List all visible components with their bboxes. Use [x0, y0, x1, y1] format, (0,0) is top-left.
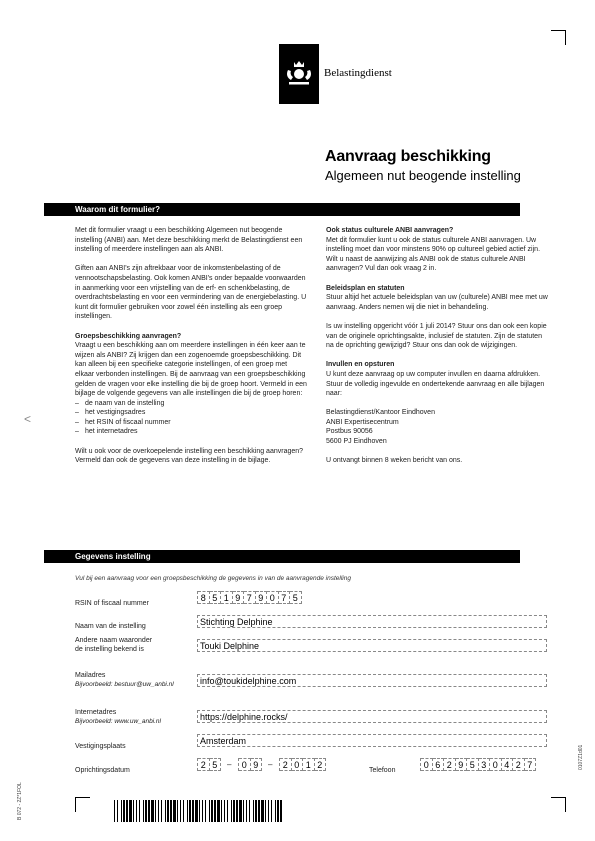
- date-digit[interactable]: 2: [198, 758, 210, 771]
- barcode-bar: [133, 800, 134, 822]
- phone-digit[interactable]: 0: [490, 758, 502, 771]
- barcode-bar: [231, 800, 232, 822]
- telefoon-field[interactable]: [420, 758, 536, 771]
- group-data-list: [75, 399, 307, 437]
- barcode-bar: [268, 800, 269, 822]
- barcode-bar: [192, 800, 194, 822]
- mailadres-field[interactable]: info@toukidelphine.com: [197, 674, 547, 687]
- barcode-bar: [161, 800, 162, 822]
- mailing-address: [326, 408, 548, 446]
- paragraph: Met dit formulier vraagt u een beschikking Algemeen nut beogende instelling (ANBI) aan. Met deze beschikking merkt de Belastingdienst een instelling of meerdere instellingen aan als ANBI.: [75, 227, 303, 254]
- barcode-bar: [183, 800, 184, 822]
- phone-digit[interactable]: 4: [502, 758, 514, 771]
- oprichtingsdatum-label: Oprichtingsdatum: [75, 767, 130, 774]
- barcode-bar: [271, 800, 272, 822]
- paragraph: Is uw instelling opgericht vóór 1 juli 2014? Stuur ons dan ook een kopie van de originele oprichtingsakte, inclusief de statuten. Zijn de statuten na de oprichting gewijzigd? Stuur ons dan ook de wijzigingen.: [326, 322, 547, 350]
- naam-label: Naam van de instelling: [75, 623, 146, 630]
- rsin-digit[interactable]: 8: [198, 591, 210, 604]
- andere-naam-field[interactable]: Touki Delphine: [197, 639, 547, 652]
- form-instruction: Vul bij een aanvraag voor een groepsbeschikking de gegevens in van de aanvragende instelling: [75, 575, 351, 582]
- list-item: – het internetadres: [75, 427, 307, 437]
- barcode-bar: [202, 800, 203, 822]
- rsin-field[interactable]: [197, 591, 302, 604]
- barcode-bar: [143, 800, 144, 822]
- barcode-bar: [205, 800, 206, 822]
- datum-day-field[interactable]: [197, 758, 221, 771]
- barcode-bar: [117, 800, 118, 822]
- paragraph: Giften aan ANBI's zijn aftrekbaar voor de inkomstenbelasting of de vennootschapsbelasting. Ook komen ANBI's onder bepaalde voorwaarden in aanmerking voor een vrijstelling van de erf- en schenkbelasting, de overdrachtsbelasting en voor een vermindering van de energiebelasting. U kunt dit formulier gebruiken voor zowel één instelling als een groep instellingen.: [75, 265, 307, 321]
- barcode-bar: [155, 800, 156, 822]
- barcode-bar: [158, 800, 159, 822]
- list-item: – de naam van de instelling: [75, 399, 307, 409]
- barcode-bar: [177, 800, 178, 822]
- organization-name: Belastingdienst: [324, 67, 392, 79]
- barcode-bar: [187, 800, 188, 822]
- crop-mark-bottom-left: [75, 797, 90, 812]
- rsin-digit[interactable]: 5: [210, 591, 222, 604]
- barcode-bar: [239, 800, 242, 822]
- paragraph: Met dit formulier kunt u ook de status culturele ANBI aanvragen. Uw instelling moet dan voor minstens 90% op cultureel gebied actief zijn. Wilt u naast de aanwijzing als ANBI ook de status culturele ANBI aanvragen? Vul dan ook vraag 2 in.: [326, 236, 541, 273]
- phone-digit[interactable]: 2: [513, 758, 525, 771]
- barcode-bar: [265, 800, 266, 822]
- vestigingsplaats-label: Vestigingsplaats: [75, 743, 126, 750]
- vestigingsplaats-field[interactable]: Amsterdam: [197, 734, 547, 747]
- address-line: 5600 PJ Eindhoven: [326, 438, 387, 446]
- form-subtitle: Algemeen nut beogende instelling: [325, 168, 521, 183]
- barcode-bar: [195, 800, 198, 822]
- barcode-bar: [277, 800, 279, 822]
- crop-mark-top-right: [551, 30, 566, 45]
- label-line: Internetadres: [75, 709, 117, 716]
- naam-field[interactable]: Stichting Delphine: [197, 615, 547, 628]
- date-digit[interactable]: 9: [251, 758, 263, 771]
- barcode-bar: [221, 800, 222, 822]
- phone-digit[interactable]: 2: [444, 758, 456, 771]
- barcode-bar: [129, 800, 132, 822]
- address-line: Postbus 90056: [326, 428, 373, 436]
- phone-digit[interactable]: 7: [525, 758, 537, 771]
- date-digit[interactable]: 2: [280, 758, 292, 771]
- barcode-bar: [180, 800, 181, 822]
- paragraph: U ontvangt binnen 8 weken bericht van ons.: [326, 457, 463, 465]
- barcode-bar: [167, 800, 169, 822]
- subheading-invullen: Invullen en opsturen: [326, 361, 395, 369]
- barcode-bar: [261, 800, 264, 822]
- crop-mark-bottom-right: [551, 797, 566, 812]
- barcode-bar: [136, 800, 137, 822]
- mailadres-label: [75, 671, 174, 689]
- rsin-digit[interactable]: 7: [244, 591, 256, 604]
- rsin-digit[interactable]: 9: [233, 591, 245, 604]
- barcode-bar: [236, 800, 238, 822]
- form-code-right: 0107Z1d01: [578, 744, 584, 770]
- paragraph: Wilt u ook voor de overkoepelende instelling een beschikking aanvragen? Vermeld dan ook de gegevens van deze instelling in de bijlage.: [75, 447, 304, 465]
- rsin-digit[interactable]: 7: [279, 591, 291, 604]
- barcode-bar: [255, 800, 257, 822]
- date-digit[interactable]: 1: [303, 758, 315, 771]
- barcode-bar: [258, 800, 260, 822]
- barcode-bar: [246, 800, 247, 822]
- telefoon-label: Telefoon: [369, 767, 396, 774]
- barcode-bar: [114, 800, 115, 822]
- address-line: ANBI Expertisecentrum: [326, 418, 399, 426]
- section-bar-lead: [44, 203, 75, 216]
- phone-digit[interactable]: 0: [421, 758, 433, 771]
- barcode-bar: [233, 800, 235, 822]
- rsin-digit[interactable]: 5: [290, 591, 302, 604]
- rsin-label: RSIN of fiscaal nummer: [75, 600, 149, 607]
- phone-digit[interactable]: 9: [456, 758, 468, 771]
- barcode-bar: [139, 800, 140, 822]
- label-line: Andere naam waaronder: [75, 637, 153, 644]
- barcode-bar: [243, 800, 244, 822]
- list-item: – het vestigingsadres: [75, 408, 307, 418]
- datum-month-field[interactable]: [238, 758, 262, 771]
- barcode-bar: [275, 800, 276, 822]
- crown-emblem-icon: [284, 60, 314, 88]
- label-line: Mailadres: [75, 672, 106, 679]
- barcode-bar: [209, 800, 210, 822]
- andere-naam-label: [75, 636, 152, 654]
- barcode-bar: [121, 800, 122, 822]
- form-code-left: B 072 - 2Z*1FOL: [17, 782, 23, 820]
- internetadres-label: [75, 708, 161, 726]
- section1-left-column: [75, 226, 307, 475]
- section-bar-lead: [44, 550, 75, 563]
- barcode-bar: [145, 800, 147, 822]
- barcode-bar: [165, 800, 166, 822]
- barcode-bar: [126, 800, 128, 822]
- barcode-bar: [173, 800, 176, 822]
- barcode-bar: [217, 800, 220, 822]
- barcode-bar: [148, 800, 150, 822]
- phone-digit[interactable]: 5: [467, 758, 479, 771]
- section-heading-text: Gegevens instelling: [75, 552, 151, 561]
- barcode-bar: [224, 800, 225, 822]
- date-separator: –: [268, 760, 273, 769]
- address-line: Belastingdienst/Kantoor Eindhoven: [326, 409, 435, 417]
- subheading-status: Ook status culturele ANBI aanvragen?: [326, 227, 454, 234]
- paragraph: U kunt deze aanvraag op uw computer invullen en daarna afdrukken. Stuur de volledig ingevulde en ondertekende aanvraag en alle bijlagen naar:: [326, 370, 545, 398]
- logo-block: [279, 44, 319, 104]
- paragraph: Stuur altijd het actuele beleidsplan van uw (culturele) ANBI mee met uw aanvraag. Anders nemen wij die niet in behandeling.: [326, 294, 548, 311]
- paragraph: Vraagt u een beschikking aan om meerdere instellingen in één keer aan te wijzen als ANBI? Zij krijgen dan een zogenoemde groepsbeschikking. Dit kan alleen bij een specifieke categorie instellingen, of een groep met elkaar verbonden instellingen. Bij de aanvraag van een groepsbeschikking gelden de vragen voor elke instelling die bij de groep hoort. Vermeld in een bijlage de volgende gegevens van alle instellingen die bij de groep horen:: [75, 342, 307, 398]
- section-heading-gegevens: [75, 550, 520, 563]
- date-separator: –: [227, 760, 232, 769]
- barcode-bar: [249, 800, 250, 822]
- barcode-bar: [151, 800, 154, 822]
- date-digit[interactable]: 2: [315, 758, 327, 771]
- barcode-bar: [280, 800, 282, 822]
- date-digit[interactable]: 0: [292, 758, 304, 771]
- list-item: – het RSIN of fiscaal nummer: [75, 418, 307, 428]
- barcode-bar: [189, 800, 191, 822]
- label-line: de instelling bekend is: [75, 646, 144, 653]
- internetadres-field[interactable]: https://delphine.rocks/: [197, 710, 547, 723]
- barcode: [114, 800, 284, 822]
- phone-digit[interactable]: 6: [433, 758, 445, 771]
- subheading-groep: Groepsbeschikking aanvragen?: [75, 332, 182, 340]
- barcode-bar: [123, 800, 125, 822]
- datum-year-field[interactable]: [279, 758, 326, 771]
- section1-right-column: [326, 226, 548, 475]
- section-heading-text: Waarom dit formulier?: [75, 205, 161, 214]
- subheading-beleid: Beleidsplan en statuten: [326, 284, 405, 292]
- rsin-digit[interactable]: 0: [267, 591, 279, 604]
- form-title: Aanvraag beschikking: [325, 148, 491, 165]
- rsin-digit[interactable]: 9: [256, 591, 268, 604]
- fold-mark: <: [24, 412, 32, 426]
- barcode-bar: [227, 800, 228, 822]
- phone-digit[interactable]: 3: [479, 758, 491, 771]
- date-digit[interactable]: 0: [239, 758, 251, 771]
- barcode-bar: [211, 800, 213, 822]
- internet-example: Bijvoorbeeld: www.uw_anbi.nl: [75, 718, 161, 725]
- barcode-bar: [170, 800, 172, 822]
- barcode-bar: [253, 800, 254, 822]
- mail-example: Bijvoorbeeld: bestuur@uw_anbi.nl: [75, 681, 174, 688]
- date-digit[interactable]: 5: [210, 758, 222, 771]
- barcode-bar: [214, 800, 216, 822]
- section-heading-waarom: [75, 203, 520, 216]
- barcode-bar: [199, 800, 200, 822]
- rsin-digit[interactable]: 1: [221, 591, 233, 604]
